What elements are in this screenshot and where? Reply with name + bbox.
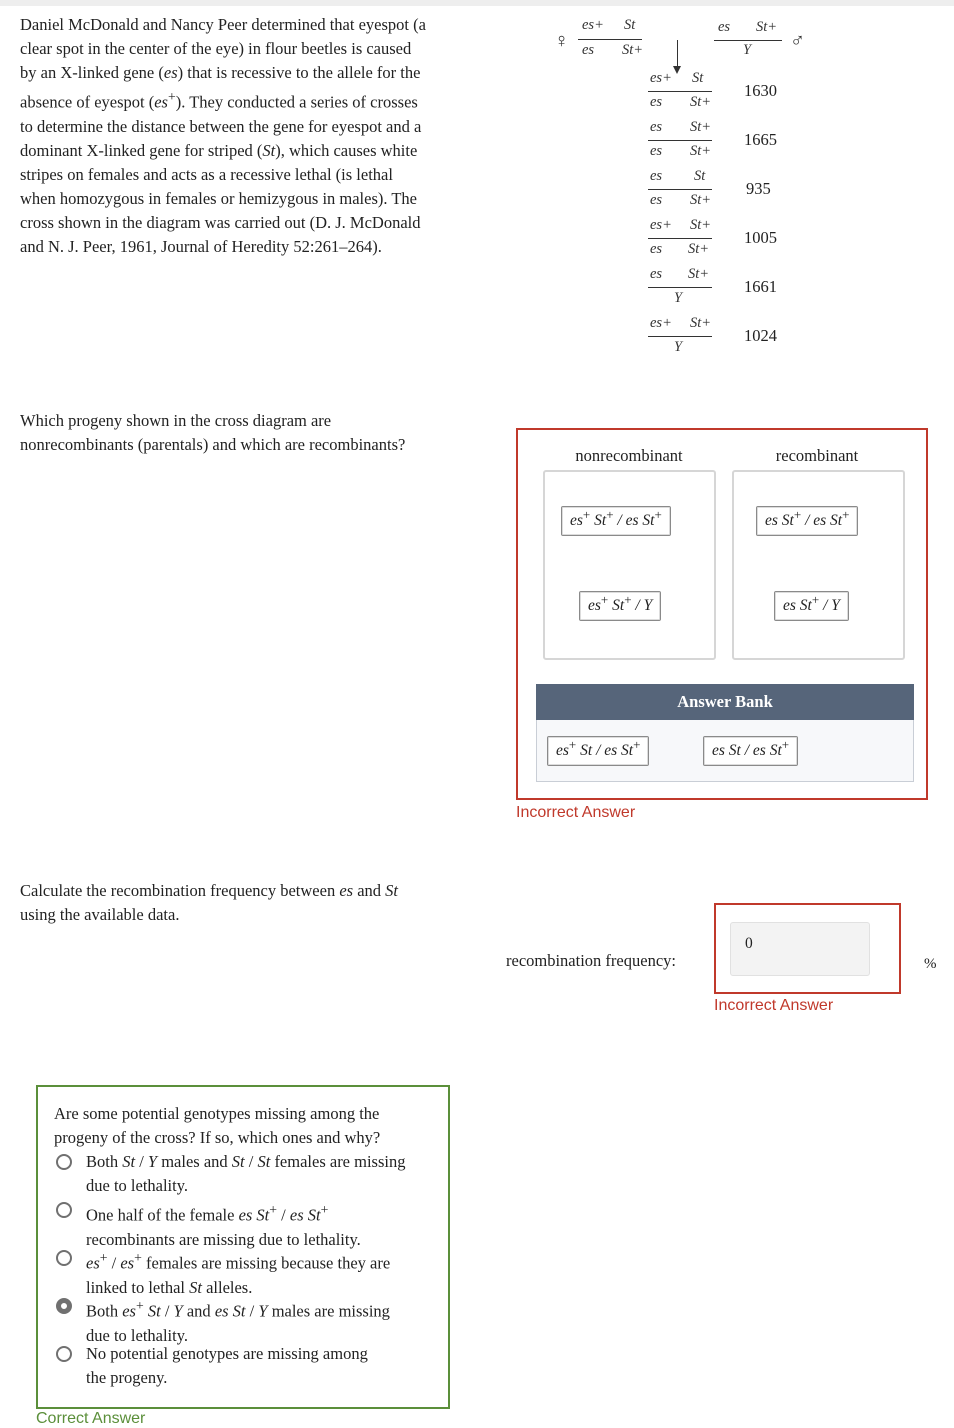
genotype-allele: Y bbox=[743, 42, 752, 58]
q2-prompt bbox=[20, 879, 490, 927]
genotype-allele: es+ bbox=[582, 17, 604, 33]
genotype-allele: es+ bbox=[650, 217, 672, 233]
genotype-allele: es bbox=[650, 168, 663, 184]
intro-line: cross shown in the diagram was carried out (D. J. McDonald bbox=[20, 212, 421, 232]
choice-line: recombinants are missing due to lethality. bbox=[86, 1229, 361, 1249]
female-symbol: ♀ bbox=[554, 30, 569, 52]
radio-button[interactable] bbox=[56, 1154, 72, 1170]
radio-button[interactable] bbox=[56, 1346, 72, 1362]
genotype-allele: es bbox=[582, 42, 595, 58]
q3-prompt bbox=[54, 1102, 444, 1150]
chromosome-line bbox=[648, 287, 712, 288]
chromosome-line bbox=[714, 40, 782, 41]
progeny-row bbox=[540, 168, 840, 214]
intro-line: Daniel McDonald and Nancy Peer determined that eyespot (a bbox=[20, 15, 426, 34]
nonrecombinant-heading: nonrecombinant bbox=[575, 446, 683, 465]
genotype-allele: St+ bbox=[690, 217, 712, 233]
choice-line: linked to lethal St alleles. bbox=[86, 1277, 253, 1297]
intro-line: and N. J. Peer, 1961, Journal of Heredity 52:261–264). bbox=[20, 236, 382, 256]
answer-bank bbox=[536, 720, 914, 782]
genotype-allele: es+ bbox=[650, 70, 672, 86]
q1-prompt-line: nonrecombinants (parentals) and which are recombinants? bbox=[20, 435, 406, 454]
genotype-allele: es bbox=[650, 241, 663, 257]
genotype-allele: St+ bbox=[688, 241, 710, 257]
answer-chip[interactable]: es St+ / es St+ bbox=[756, 506, 858, 536]
progeny-count: 935 bbox=[746, 179, 771, 198]
genotype-allele: Y bbox=[674, 290, 683, 306]
q3-feedback: Correct Answer bbox=[36, 1410, 146, 1427]
chromosome-line bbox=[648, 189, 712, 190]
q3-prompt-line: Are some potential genotypes missing among the bbox=[54, 1104, 380, 1123]
genotype-allele: es+ bbox=[650, 315, 672, 331]
choice-label bbox=[86, 1198, 436, 1252]
recombination-frequency-input[interactable]: 0 bbox=[730, 922, 870, 976]
choice-line: Both es+ St / Y and es St / Y males are missing bbox=[86, 1298, 390, 1321]
choice-label bbox=[86, 1342, 436, 1390]
intro-line: to determine the distance between the gene for eyespot and a bbox=[20, 116, 422, 136]
progeny-count: 1630 bbox=[744, 81, 777, 100]
progeny-row bbox=[540, 119, 840, 165]
frequency-answer-box bbox=[714, 903, 901, 994]
recombination-frequency-label: recombination frequency: bbox=[506, 951, 676, 970]
genotype-allele: St+ bbox=[688, 266, 710, 282]
choice-line: the progeny. bbox=[86, 1368, 168, 1387]
genotype-allele: St+ bbox=[690, 143, 712, 159]
genotype-allele: Y bbox=[674, 339, 683, 355]
radio-button[interactable] bbox=[56, 1250, 72, 1266]
answer-chip[interactable]: es St / es St+ bbox=[703, 736, 798, 766]
genotype-allele: St+ bbox=[690, 119, 712, 135]
q2-prompt-line: using the available data. bbox=[20, 905, 180, 924]
intro-line: dominant X-linked gene for striped (St), which causes white bbox=[20, 140, 418, 160]
choice-option[interactable] bbox=[56, 1150, 436, 1198]
chromosome-line bbox=[578, 39, 642, 40]
answer-chip[interactable]: es+ St+ / Y bbox=[579, 591, 661, 621]
answer-chip[interactable]: es St+ / Y bbox=[774, 591, 849, 621]
choice-option[interactable] bbox=[56, 1294, 436, 1345]
chromosome-line bbox=[648, 140, 712, 141]
choice-line: due to lethality. bbox=[86, 1176, 189, 1195]
progeny-row bbox=[540, 266, 840, 312]
genotype-allele: es bbox=[650, 94, 663, 110]
genotype-allele: St+ bbox=[690, 94, 712, 110]
genotype-allele: es bbox=[718, 19, 731, 35]
choice-line: due to lethality. bbox=[86, 1325, 189, 1345]
cross-diagram bbox=[540, 12, 840, 362]
cross-arrow bbox=[677, 40, 678, 68]
intro-line: by an X-linked gene (es) that is recessive to the allele for the bbox=[20, 63, 421, 82]
choice-line: Both St / Y males and St / St females are missing bbox=[86, 1152, 406, 1171]
choice-label bbox=[86, 1246, 436, 1300]
q2-feedback: Incorrect Answer bbox=[714, 997, 834, 1014]
choice-option[interactable] bbox=[56, 1342, 436, 1390]
chromosome-line bbox=[648, 336, 712, 337]
progeny-row bbox=[540, 315, 840, 361]
progeny-count: 1661 bbox=[744, 277, 777, 296]
choice-line: es+ / es+ females are missing because they are bbox=[86, 1250, 391, 1273]
progeny-count: 1024 bbox=[744, 326, 777, 345]
q1-prompt-line: Which progeny shown in the cross diagram are bbox=[20, 411, 332, 430]
progeny-count: 1005 bbox=[744, 228, 777, 247]
recombinant-dropzone[interactable] bbox=[732, 470, 905, 660]
genotype-allele: St+ bbox=[690, 315, 712, 331]
radio-button-selected[interactable] bbox=[56, 1298, 72, 1314]
intro-paragraph bbox=[20, 13, 490, 259]
genotype-allele: St+ bbox=[622, 42, 644, 58]
q2-prompt-line: Calculate the recombination frequency between es and St bbox=[20, 881, 398, 900]
genotype-allele: St+ bbox=[756, 19, 778, 35]
recombinant-heading: recombinant bbox=[775, 446, 859, 465]
choice-label bbox=[86, 1150, 436, 1198]
choice-option[interactable] bbox=[56, 1198, 436, 1249]
q1-feedback: Incorrect Answer bbox=[516, 804, 636, 821]
genotype-allele: St bbox=[694, 168, 706, 184]
choice-line: No potential genotypes are missing among bbox=[86, 1344, 368, 1363]
genotype-allele: es bbox=[650, 119, 663, 135]
sorting-question bbox=[516, 428, 928, 800]
choice-label bbox=[86, 1294, 436, 1348]
genotype-allele: St+ bbox=[690, 192, 712, 208]
genotype-allele: es bbox=[650, 266, 663, 282]
answer-chip[interactable]: es+ St / es St+ bbox=[547, 736, 649, 766]
percent-unit: % bbox=[924, 956, 937, 972]
genotype-allele: St bbox=[692, 70, 704, 86]
q3-prompt-line: progeny of the cross? If so, which ones and why? bbox=[54, 1128, 381, 1147]
intro-line: when homozygous in females or hemizygous in males). The bbox=[20, 188, 417, 208]
genotype-allele: es bbox=[650, 143, 663, 159]
intro-line: stripes on females and acts as a recessive lethal (is lethal bbox=[20, 164, 393, 184]
progeny-row bbox=[540, 217, 840, 263]
intro-line: clear spot in the center of the eye) in flour beetles is caused bbox=[20, 39, 412, 58]
male-symbol: ♂ bbox=[790, 30, 805, 52]
top-divider bbox=[0, 0, 954, 6]
genotype-allele: es bbox=[650, 192, 663, 208]
choice-line: One half of the female es St+ / es St+ bbox=[86, 1202, 329, 1225]
answer-chip[interactable]: es+ St+ / es St+ bbox=[561, 506, 671, 536]
radio-button[interactable] bbox=[56, 1202, 72, 1218]
choice-option[interactable] bbox=[56, 1246, 436, 1297]
intro-line: absence of eyespot (es+). They conducted a series of crosses bbox=[20, 89, 418, 112]
multiple-choice-question bbox=[36, 1085, 450, 1409]
q1-prompt bbox=[20, 409, 490, 457]
genotype-allele: St bbox=[624, 17, 636, 33]
progeny-row bbox=[540, 70, 840, 116]
answer-bank-title: Answer Bank bbox=[536, 684, 914, 720]
nonrecombinant-dropzone[interactable] bbox=[543, 470, 716, 660]
chromosome-line bbox=[648, 91, 712, 92]
chromosome-line bbox=[648, 238, 712, 239]
progeny-count: 1665 bbox=[744, 130, 777, 149]
